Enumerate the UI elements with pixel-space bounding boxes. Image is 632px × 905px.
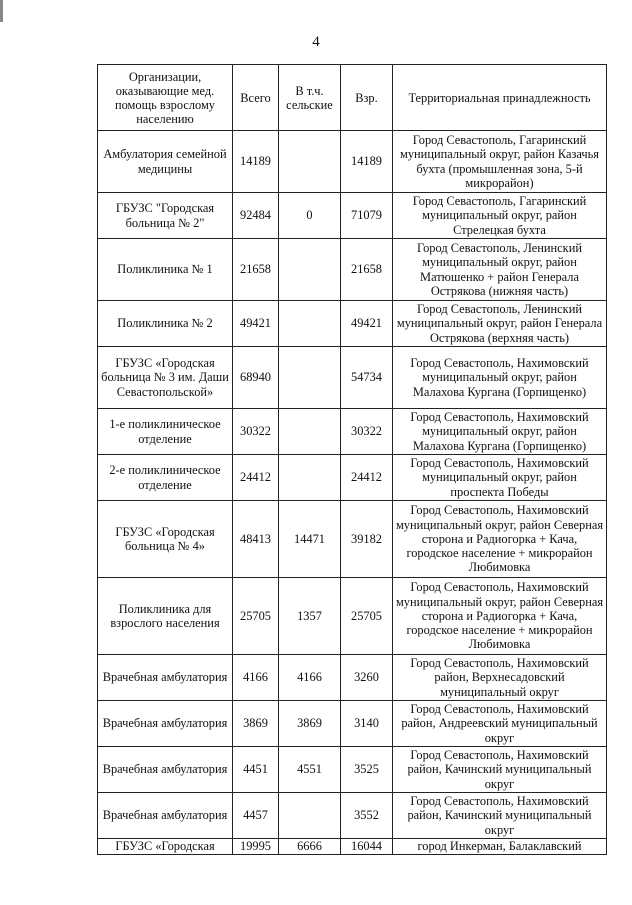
table-row xyxy=(98,578,607,655)
adult-cell: 24412 xyxy=(341,455,393,501)
page-number: 4 xyxy=(312,34,320,50)
org-cell: ГБУЗС «Городская больница № 4» xyxy=(98,501,233,578)
rural-cell: 6666 xyxy=(279,839,341,855)
total-cell: 3869 xyxy=(233,701,279,747)
adult-cell: 3552 xyxy=(341,793,393,839)
rural-cell: 3869 xyxy=(279,701,341,747)
org-cell: ГБУЗС "Городская больница № 2" xyxy=(98,193,233,239)
adult-cell: 54734 xyxy=(341,347,393,409)
table-row xyxy=(98,301,607,347)
org-cell: 1-е поликлиническое отделение xyxy=(98,409,233,455)
org-cell: Поликлиника для взрослого населения xyxy=(98,578,233,655)
table-row xyxy=(98,839,607,855)
adult-cell: 14189 xyxy=(341,131,393,193)
rural-cell xyxy=(279,301,341,347)
territory-cell: Город Севастополь, Нахимовский район, Верхнесадовский муниципальный округ xyxy=(393,655,607,701)
total-cell: 30322 xyxy=(233,409,279,455)
adult-cell: 25705 xyxy=(341,578,393,655)
table-row xyxy=(98,455,607,501)
header-total: Всего xyxy=(233,65,279,131)
org-cell: Врачебная амбулатория xyxy=(98,655,233,701)
rural-cell: 0 xyxy=(279,193,341,239)
org-cell: Врачебная амбулатория xyxy=(98,793,233,839)
total-cell: 49421 xyxy=(233,301,279,347)
table-row xyxy=(98,239,607,301)
territory-cell: Город Севастополь, Нахимовский муниципальный округ, район Малахова Кургана (Горпищенко) xyxy=(393,347,607,409)
header-territory: Территориальная принадлежность xyxy=(393,65,607,131)
total-cell: 92484 xyxy=(233,193,279,239)
org-cell: 2-е поликлиническое отделение xyxy=(98,455,233,501)
org-cell: ГБУЗС «Городская больница № 3 им. Даши Севастопольской» xyxy=(98,347,233,409)
territory-cell: Город Севастополь, Ленинский муниципальный округ, район Матюшенко + район Генерала Острякова (нижняя часть) xyxy=(393,239,607,301)
rural-cell: 14471 xyxy=(279,501,341,578)
total-cell: 25705 xyxy=(233,578,279,655)
table-row xyxy=(98,501,607,578)
total-cell: 14189 xyxy=(233,131,279,193)
adult-cell: 30322 xyxy=(341,409,393,455)
territory-cell: Город Севастополь, Нахимовский район, Качинский муниципальный округ xyxy=(393,747,607,793)
table-row xyxy=(98,701,607,747)
total-cell: 4451 xyxy=(233,747,279,793)
org-cell: Амбулатория семейной медицины xyxy=(98,131,233,193)
org-cell: Врачебная амбулатория xyxy=(98,701,233,747)
territory-cell: Город Севастополь, Нахимовский муниципальный округ, район Малахова Кургана (Горпищенко) xyxy=(393,409,607,455)
header-organizations: Организации, оказывающие мед. помощь взрослому населению xyxy=(98,65,233,131)
total-cell: 68940 xyxy=(233,347,279,409)
scan-edge-mark xyxy=(0,0,3,22)
total-cell: 21658 xyxy=(233,239,279,301)
territory-cell: Город Севастополь, Нахимовский муниципальный округ, район Северная сторона и Радиогорка + Кача, городское население + микрорайон Любимовка xyxy=(393,501,607,578)
rural-cell xyxy=(279,347,341,409)
territory-cell: Город Севастополь, Гагаринский муниципальный округ, район Стрелецкая бухта xyxy=(393,193,607,239)
table-row xyxy=(98,193,607,239)
rural-cell xyxy=(279,239,341,301)
org-cell: ГБУЗС «Городская xyxy=(98,839,233,855)
territory-cell: Город Севастополь, Нахимовский район, Андреевский муниципальный округ xyxy=(393,701,607,747)
rural-cell xyxy=(279,131,341,193)
total-cell: 48413 xyxy=(233,501,279,578)
adult-cell: 21658 xyxy=(341,239,393,301)
territory-cell: Город Севастополь, Гагаринский муниципальный округ, район Казачья бухта (промышленная зона, 5-й микрорайон) xyxy=(393,131,607,193)
org-cell: Врачебная амбулатория xyxy=(98,747,233,793)
adult-cell: 3140 xyxy=(341,701,393,747)
total-cell: 19995 xyxy=(233,839,279,855)
header-adult: Взр. xyxy=(341,65,393,131)
territory-cell: город Инкерман, Балаклавский xyxy=(393,839,607,855)
table-row xyxy=(98,347,607,409)
org-cell: Поликлиника № 2 xyxy=(98,301,233,347)
header-rural: В т.ч. сельские xyxy=(279,65,341,131)
rural-cell xyxy=(279,409,341,455)
rural-cell xyxy=(279,793,341,839)
table-row xyxy=(98,793,607,839)
adult-cell: 39182 xyxy=(341,501,393,578)
table-row xyxy=(98,655,607,701)
adult-cell: 3260 xyxy=(341,655,393,701)
total-cell: 4457 xyxy=(233,793,279,839)
org-cell: Поликлиника № 1 xyxy=(98,239,233,301)
rural-cell xyxy=(279,455,341,501)
header-row xyxy=(98,65,607,131)
rural-cell: 4551 xyxy=(279,747,341,793)
adult-cell: 3525 xyxy=(341,747,393,793)
rural-cell: 1357 xyxy=(279,578,341,655)
rural-cell: 4166 xyxy=(279,655,341,701)
territory-cell: Город Севастополь, Нахимовский муниципальный округ, район проспекта Победы xyxy=(393,455,607,501)
total-cell: 24412 xyxy=(233,455,279,501)
adult-cell: 49421 xyxy=(341,301,393,347)
territory-cell: Город Севастополь, Ленинский муниципальный округ, район Генерала Острякова (верхняя часть) xyxy=(393,301,607,347)
adult-cell: 16044 xyxy=(341,839,393,855)
medical-organizations-table xyxy=(97,64,607,855)
territory-cell: Город Севастополь, Нахимовский муниципальный округ, район Северная сторона и Радиогорка + Кача, городское население + микрорайон Любимовка xyxy=(393,578,607,655)
total-cell: 4166 xyxy=(233,655,279,701)
table-row xyxy=(98,747,607,793)
adult-cell: 71079 xyxy=(341,193,393,239)
territory-cell: Город Севастополь, Нахимовский район, Качинский муниципальный округ xyxy=(393,793,607,839)
table-row xyxy=(98,131,607,193)
table-row xyxy=(98,409,607,455)
